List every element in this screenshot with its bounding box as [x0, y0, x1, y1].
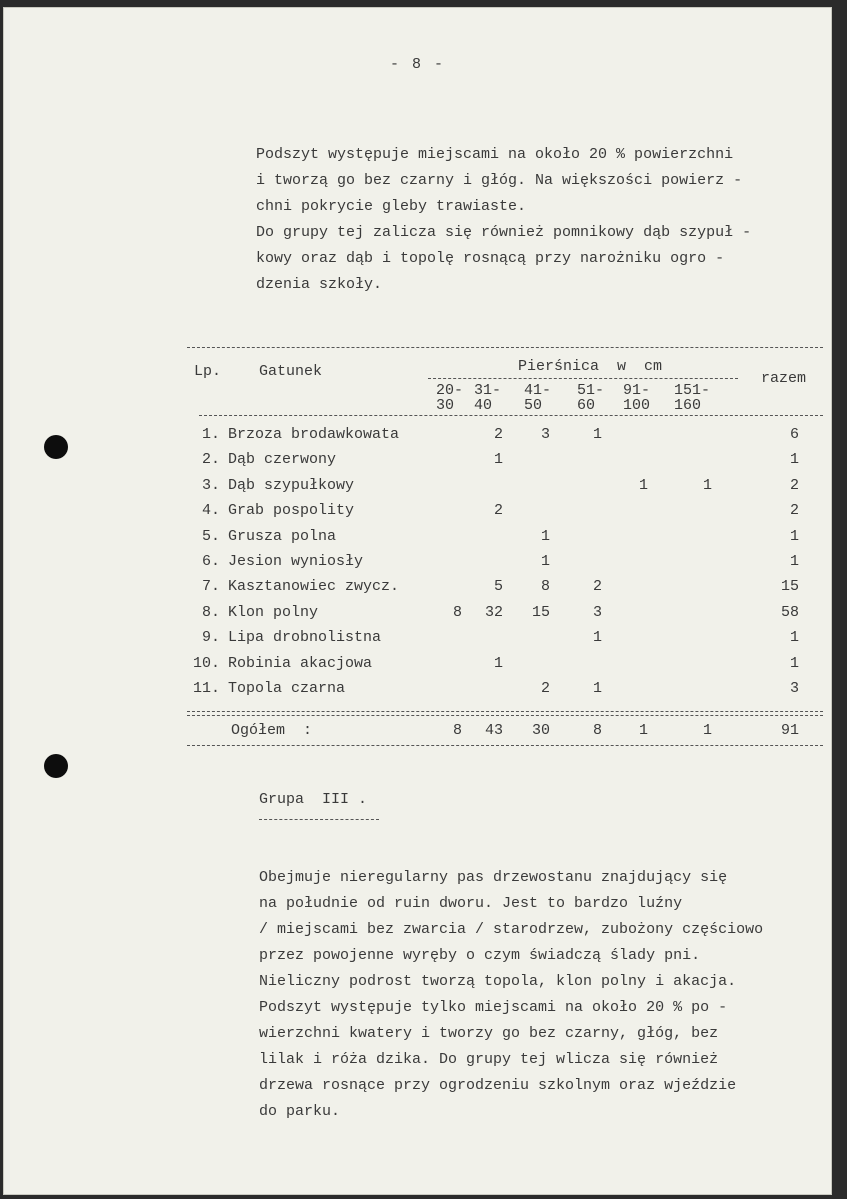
text-line: Podszyt występuje miejscami na około 20 % powierzchni	[256, 146, 734, 163]
text-line: / miejscami bez zwarcia / starodrzew, zubożony częściowo	[259, 921, 764, 938]
row-lp: 3.	[201, 477, 220, 494]
sum-total: 91	[780, 722, 799, 739]
range-start-1: 31-	[474, 382, 502, 399]
row-species-name: Klon polny	[228, 604, 319, 621]
page-number: - 8 -	[389, 56, 445, 73]
row-value: 2	[493, 502, 503, 519]
column-header-species: Gatunek	[259, 363, 323, 380]
row-lp: 2.	[201, 451, 220, 468]
text-line: Do grupy tej zalicza się również pomnikowy dąb szypuł -	[256, 224, 752, 241]
row-value: 1	[592, 426, 602, 443]
row-value: 5	[493, 578, 503, 595]
text-line: lilak i róża dzika. Do grupy tej wlicza się również	[259, 1051, 719, 1068]
row-total: 1	[789, 655, 799, 672]
sum-top-rule	[187, 711, 823, 712]
row-species-name: Topola czarna	[228, 680, 346, 697]
group-paragraph	[259, 865, 763, 1125]
row-species-name: Dąb szypułkowy	[228, 477, 355, 494]
row-value: 8	[452, 604, 462, 621]
text-line: i tworzą go bez czarny i głóg. Na większości powierz -	[256, 172, 743, 189]
sum-value: 43	[484, 722, 503, 739]
sum-value: 8	[452, 722, 462, 739]
row-value: 3	[540, 426, 550, 443]
range-header-rule	[428, 378, 738, 379]
row-total: 1	[789, 451, 799, 468]
range-end-2: 50	[524, 397, 543, 414]
row-species-name: Brzoza brodawkowata	[228, 426, 400, 443]
row-lp: 8.	[201, 604, 220, 621]
text-line: chni pokrycie gleby trawiaste.	[256, 198, 527, 215]
row-total: 2	[789, 502, 799, 519]
row-total: 1	[789, 629, 799, 646]
row-lp: 10.	[192, 655, 220, 672]
text-line: kowy oraz dąb i topolę rosnącą przy narożniku ogro -	[256, 250, 725, 267]
binder-hole-top	[44, 435, 68, 459]
text-line: przez powojenne wyręby o czym świadczą ślady pni.	[259, 947, 701, 964]
range-start-0: 20-	[436, 382, 464, 399]
sum-value: 8	[592, 722, 602, 739]
row-species-name: Grusza polna	[228, 528, 337, 545]
row-lp: 4.	[201, 502, 220, 519]
range-start-3: 51-	[577, 382, 605, 399]
group-heading: Grupa III .	[259, 791, 368, 808]
text-line: Obejmuje nieregularny pas drzewostanu znajdujący się	[259, 869, 728, 886]
header-bottom-rule	[199, 415, 823, 416]
column-header-total: razem	[761, 370, 807, 387]
row-species-name: Jesion wyniosły	[228, 553, 364, 570]
document-page	[3, 7, 832, 1195]
text-line: na południe od ruin dworu. Jest to bardzo luźny	[259, 895, 683, 912]
row-value: 1	[493, 451, 503, 468]
table-top-rule	[187, 347, 823, 348]
text-line: Nieliczny podrost tworzą topola, klon polny i akacja.	[259, 973, 737, 990]
text-line: wierzchni kwatery i tworzy go bez czarny, głóg, bez	[259, 1025, 719, 1042]
row-value: 1	[493, 655, 503, 672]
row-lp: 6.	[201, 553, 220, 570]
row-species-name: Robinia akacjowa	[228, 655, 373, 672]
row-value: 1	[702, 477, 712, 494]
row-lp: 9.	[201, 629, 220, 646]
range-end-3: 60	[577, 397, 596, 414]
row-value: 1	[540, 553, 550, 570]
row-value: 2	[493, 426, 503, 443]
row-total: 6	[789, 426, 799, 443]
column-group-header: Pierśnica w cm	[518, 358, 663, 375]
row-species-name: Dąb czerwony	[228, 451, 337, 468]
range-end-4: 100	[623, 397, 651, 414]
sum-label: Ogółem :	[231, 722, 313, 739]
row-lp: 5.	[201, 528, 220, 545]
sum-value: 1	[702, 722, 712, 739]
row-value: 2	[592, 578, 602, 595]
row-species-name: Kasztanowiec zwycz.	[228, 578, 400, 595]
binder-hole-bottom	[44, 754, 68, 778]
text-line: Podszyt występuje tylko miejscami na około 20 % po -	[259, 999, 728, 1016]
row-value: 15	[531, 604, 550, 621]
row-species-name: Grab pospolity	[228, 502, 355, 519]
intro-paragraph	[256, 142, 751, 298]
row-total: 1	[789, 528, 799, 545]
sum-value: 1	[638, 722, 648, 739]
row-total: 1	[789, 553, 799, 570]
range-end-1: 40	[474, 397, 493, 414]
row-total: 2	[789, 477, 799, 494]
range-start-5: 151-	[674, 382, 711, 399]
row-total: 58	[780, 604, 799, 621]
row-species-name: Lipa drobnolistna	[228, 629, 382, 646]
row-total: 15	[780, 578, 799, 595]
range-start-2: 41-	[524, 382, 552, 399]
row-value: 32	[484, 604, 503, 621]
range-end-5: 160	[674, 397, 702, 414]
sum-top-rule-2	[187, 715, 823, 716]
row-value: 1	[638, 477, 648, 494]
text-line: do parku.	[259, 1103, 341, 1120]
row-total: 3	[789, 680, 799, 697]
text-line: drzewa rosnące przy ogrodzeniu szkolnym oraz wjeździe	[259, 1077, 737, 1094]
range-start-4: 91-	[623, 382, 651, 399]
row-lp: 7.	[201, 578, 220, 595]
row-lp: 1.	[201, 426, 220, 443]
row-lp: 11.	[192, 680, 220, 697]
column-header-lp: Lp.	[194, 363, 222, 380]
row-value: 1	[540, 528, 550, 545]
text-line: dzenia szkoły.	[256, 276, 383, 293]
row-value: 8	[540, 578, 550, 595]
row-value: 3	[592, 604, 602, 621]
row-value: 1	[592, 629, 602, 646]
group-heading-underline	[259, 819, 379, 820]
row-value: 2	[540, 680, 550, 697]
row-value: 1	[592, 680, 602, 697]
sum-value: 30	[531, 722, 550, 739]
table-bottom-rule	[187, 745, 823, 746]
range-end-0: 30	[436, 397, 455, 414]
